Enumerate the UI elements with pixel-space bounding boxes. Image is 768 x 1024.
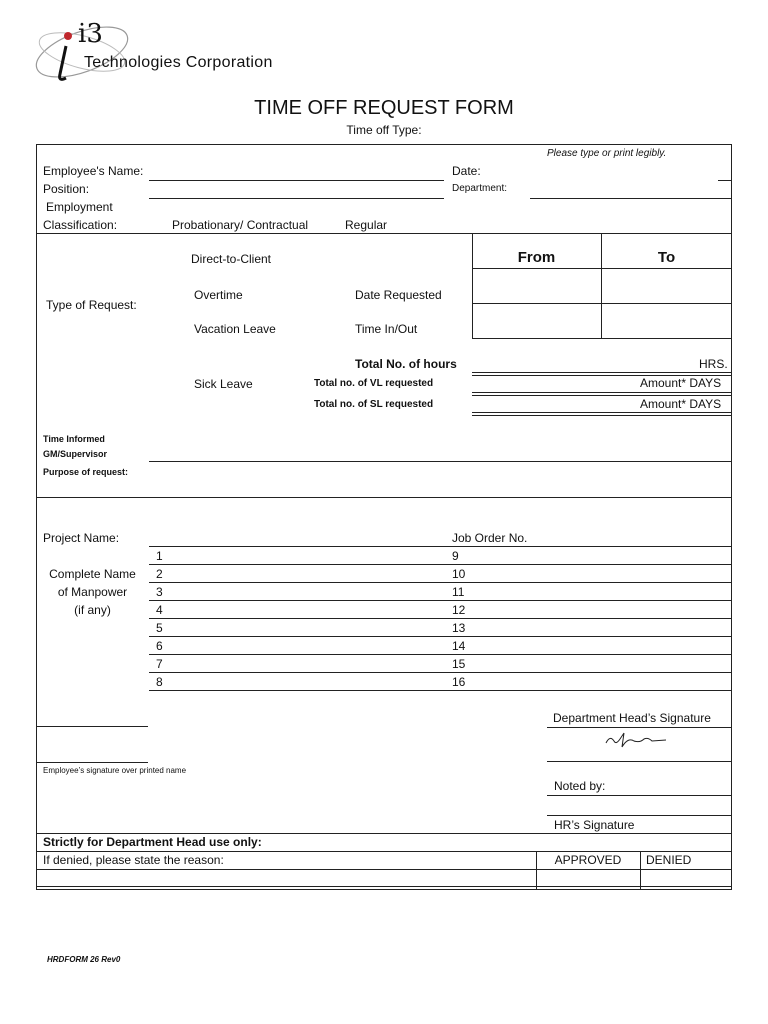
denied-reason-label: If denied, please state the reason: (43, 853, 224, 867)
total-vl-field[interactable] (472, 392, 732, 396)
manpower-number: 1 (156, 549, 163, 563)
manpower-row-line[interactable] (149, 690, 732, 691)
project-name-label: Project Name: (43, 531, 120, 545)
employee-signature-top-line (36, 726, 148, 727)
total-vl-label: Total no. of VL requested (314, 378, 434, 389)
purpose-label: Purpose of request: (43, 467, 129, 477)
total-sl-label: Total no. of SL requested (314, 399, 434, 410)
position-field[interactable] (149, 198, 444, 199)
manpower-row-line[interactable] (149, 654, 732, 655)
purpose-field[interactable] (149, 463, 731, 495)
manpower-row-line[interactable] (149, 618, 732, 619)
form-title: TIME OFF REQUEST FORM (254, 97, 514, 119)
from-to-bottom-line (472, 338, 732, 339)
time-in-out-label: Time In/Out (355, 322, 418, 336)
request-option-direct[interactable]: Direct-to-Client (191, 252, 272, 266)
approval-bottom-line (36, 886, 732, 887)
employment-label: Employment (46, 200, 113, 214)
request-option-sick[interactable]: Sick Leave (194, 377, 253, 391)
total-sl-field[interactable] (472, 412, 732, 416)
section-divider (36, 497, 732, 498)
total-hours-label: Total No. of hours (355, 357, 457, 371)
legibility-note: Please type or print legibly. (547, 148, 667, 159)
gm-supervisor-label: GM/Supervisor (43, 449, 108, 459)
employee-name-field[interactable] (149, 180, 444, 181)
signature-scribble-icon (600, 729, 670, 751)
noted-by-label: Noted by: (554, 779, 606, 793)
time-informed-field[interactable] (149, 461, 732, 462)
manpower-number: 12 (452, 603, 466, 617)
time-from-cell[interactable] (473, 304, 600, 337)
hr-signature-line[interactable] (547, 815, 732, 816)
employee-signature-line[interactable] (36, 762, 148, 763)
manpower-number: 10 (452, 567, 466, 581)
company-name: Technologies Corporation (84, 54, 273, 71)
denied-header: DENIED (646, 853, 692, 867)
department-field[interactable] (530, 198, 732, 199)
vl-amount-days: Amount* DAYS (640, 376, 722, 390)
hrs-unit: HRS. (699, 357, 728, 371)
manpower-number: 13 (452, 621, 466, 635)
manpower-row-line[interactable] (149, 564, 732, 565)
manpower-row-line[interactable] (149, 672, 732, 673)
date-label: Date: (452, 164, 481, 178)
manpower-number: 4 (156, 603, 163, 617)
manpower-number: 15 (452, 657, 466, 671)
manpower-label-2: of Manpower (57, 585, 128, 599)
manpower-number: 16 (452, 675, 466, 689)
class-probationary-option[interactable]: Probationary/ Contractual (172, 218, 309, 232)
dept-head-signature-top-line (547, 727, 732, 728)
classification-label: Classification: (43, 218, 118, 232)
job-order-label: Job Order No. (452, 531, 528, 545)
dept-head-signature-label: Department Head’s Signature (553, 711, 711, 725)
sl-amount-days: Amount* DAYS (640, 397, 722, 411)
time-informed-label: Time Informed (43, 434, 105, 444)
dept-head-signature-line[interactable] (547, 761, 732, 762)
company-logo (30, 12, 320, 92)
time-to-cell[interactable] (602, 304, 731, 337)
date-to-cell[interactable] (602, 269, 731, 302)
employee-signature-label: Employee’s signature over printed name (43, 766, 187, 775)
hr-signature-label: HR’s Signature (554, 818, 635, 832)
employee-name-label: Employee's Name: (43, 164, 144, 178)
approved-header: APPROVED (554, 853, 622, 867)
position-label: Position: (43, 182, 90, 196)
date-requested-label: Date Requested (355, 288, 442, 302)
manpower-row-line[interactable] (149, 600, 732, 601)
date-field[interactable] (718, 180, 732, 181)
manpower-number: 7 (156, 657, 163, 671)
manpower-number: 14 (452, 639, 466, 653)
logo-mark-text: i3 (78, 19, 103, 49)
manpower-number: 8 (156, 675, 163, 689)
date-from-cell[interactable] (473, 269, 600, 302)
approval-header-line (36, 851, 732, 852)
manpower-number: 2 (156, 567, 163, 581)
request-option-vacation[interactable]: Vacation Leave (194, 322, 276, 336)
request-option-overtime[interactable]: Overtime (194, 288, 243, 302)
project-name-field[interactable] (149, 546, 732, 547)
class-regular-option[interactable]: Regular (345, 218, 388, 232)
section-divider (36, 233, 732, 234)
type-of-request-label: Type of Request: (46, 298, 137, 312)
manpower-label-3: (if any) (74, 603, 111, 617)
manpower-number: 5 (156, 621, 163, 635)
to-header: To (657, 249, 676, 266)
from-header: From (517, 249, 556, 266)
department-label: Department: (452, 183, 508, 194)
manpower-number: 3 (156, 585, 163, 599)
manpower-row-line[interactable] (149, 636, 732, 637)
manpower-number: 11 (452, 585, 465, 599)
dept-only-label: Strictly for Department Head use only: (43, 835, 262, 849)
manpower-row-line[interactable] (149, 582, 732, 583)
manpower-number: 6 (156, 639, 163, 653)
manpower-label-1: Complete Name (49, 567, 136, 581)
form-code: HRDFORM 26 Rev0 (47, 955, 121, 964)
form-subtitle: Time off Type: (346, 123, 422, 137)
noted-by-line (547, 795, 732, 796)
manpower-number: 9 (452, 549, 459, 563)
logo-mark-icon (30, 12, 320, 92)
approval-top-line (36, 833, 732, 834)
